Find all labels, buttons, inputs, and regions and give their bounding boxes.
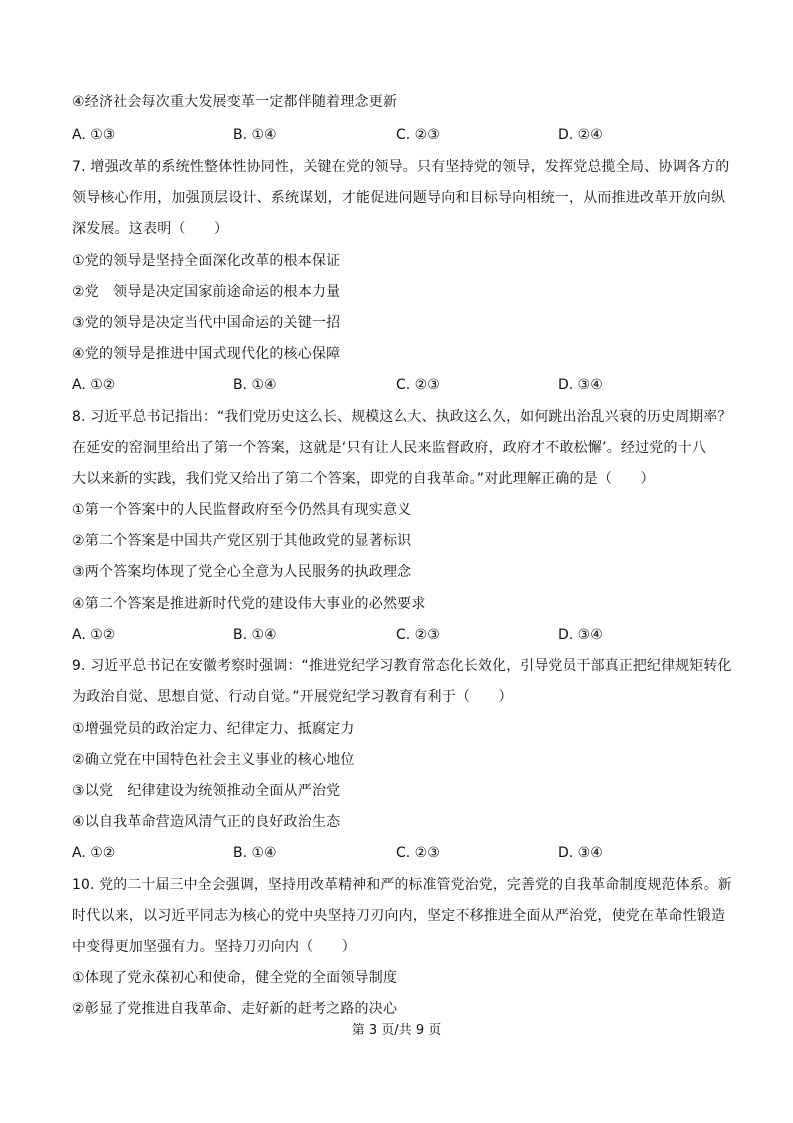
q8-stem-line-1: 8. 习近平总书记指出：“我们党历史这么长、规模这么大、执政这么久，如何跳出治乱兴衰的历史周期率？ [72, 409, 732, 425]
q8-statement-1: ①第一个答案中的人民监督政府至今仍然具有现实意义 [72, 502, 412, 518]
q7-stem-line-2: 领导核心作用，加强顶层设计、系统谋划，才能促进问题导向和目标导向相统一，从而推进改革开放向纵 [72, 190, 726, 206]
q6-options [72, 125, 732, 145]
q8-stem-line-3: 大以来新的实践，我们党又给出了第二个答案，即党的自我革命。”对此理解正确的是（ ） [72, 471, 655, 487]
q6-option-c: C. ②③ [396, 127, 440, 143]
q10-stem-line-2: 时代以来，以习近平同志为核心的党中央坚持刀刃向内，坚定不移推进全面从严治党，使党在革命性锻造 [72, 908, 726, 924]
q9-statement-1: ①增强党员的政治定力、纪律定力、抵腐定力 [72, 721, 355, 737]
q9-option-c: C. ②③ [396, 845, 440, 861]
q9-options [72, 843, 732, 863]
q10-statement-1: ①体现了党永葆初心和使命，健全党的全面领导制度 [72, 970, 398, 986]
q9-statement-4: ④以自我革命营造风清气正的良好政治生态 [72, 814, 341, 830]
q8-option-b: B. ①④ [233, 627, 277, 643]
q8-statement-3: ③两个答案均体现了党全心全意为人民服务的执政理念 [72, 564, 412, 580]
q8-stem-line-2: 在延安的窑洞里给出了第一个答案，这就是‘只有让人民来监督政府，政府才不敢松懈’。经过党的十八 [72, 440, 707, 456]
q8-option-a: A. ①② [72, 627, 116, 643]
q10-stem-line-3: 中变得更加坚强有力。坚持刀刃向内（ ） [72, 939, 356, 955]
q9-statement-3: ③以党 纪律建设为统领推动全面从严治党 [72, 783, 341, 799]
q8-statement-4: ④第二个答案是推进新时代党的建设伟大事业的必然要求 [72, 596, 426, 612]
q9-statement-2: ②确立党在中国特色社会主义事业的核心地位 [72, 752, 355, 768]
page-number-footer: 第 3 页/共 9 页 [351, 1023, 442, 1038]
q7-options [72, 375, 732, 395]
q8-option-c: C. ②③ [396, 627, 440, 643]
q6-option-a: A. ①③ [72, 127, 116, 143]
q7-option-d: D. ③④ [558, 377, 603, 393]
q6-option-d: D. ②④ [558, 127, 603, 143]
q9-option-d: D. ③④ [558, 845, 603, 861]
q8-options [72, 625, 732, 645]
q7-option-a: A. ①② [72, 377, 116, 393]
q9-stem-line-1: 9. 习近平总书记在安徽考察时强调：“推进党纪学习教育常态化长效化，引导党员干部真正把纪律规矩转化 [72, 658, 732, 674]
q7-statement-1: ①党的领导是坚持全面深化改革的根本保证 [72, 253, 341, 269]
q10-stem-line-1: 10. 党的二十届三中全会强调，坚持用改革精神和严的标准管党治党，完善党的自我革命制度规范体系。新 [72, 877, 732, 893]
q7-statement-4: ④党的领导是推进中国式现代化的核心保障 [72, 346, 341, 362]
q7-statement-2: ②党 领导是决定国家前途命运的根本力量 [72, 284, 341, 300]
q7-stem-line-3: 深发展。这表明（ ） [72, 221, 229, 237]
q6-option-b: B. ①④ [233, 127, 277, 143]
q7-option-b: B. ①④ [233, 377, 277, 393]
q8-option-d: D. ③④ [558, 627, 603, 643]
q9-option-b: B. ①④ [233, 845, 277, 861]
q9-stem-line-2: 为政治自觉、思想自觉、行动自觉。”开展党纪学习教育有利于（ ） [72, 689, 513, 705]
q7-statement-3: ③党的领导是决定当代中国命运的关键一招 [72, 315, 341, 331]
q6-statement-4: ④经济社会每次重大发展变革一定都伴随着理念更新 [72, 94, 398, 110]
q10-statement-2: ②彰显了党推进自我革命、走好新的赶考之路的决心 [72, 1001, 398, 1017]
q9-option-a: A. ①② [72, 845, 116, 861]
q7-stem-line-1: 7. 增强改革的系统性整体性协同性，关键在党的领导。只有坚持党的领导，发挥党总揽全局、协调各方的 [72, 159, 730, 175]
q8-statement-2: ②第二个答案是中国共产党区别于其他政党的显著标识 [72, 533, 412, 549]
q7-option-c: C. ②③ [396, 377, 440, 393]
